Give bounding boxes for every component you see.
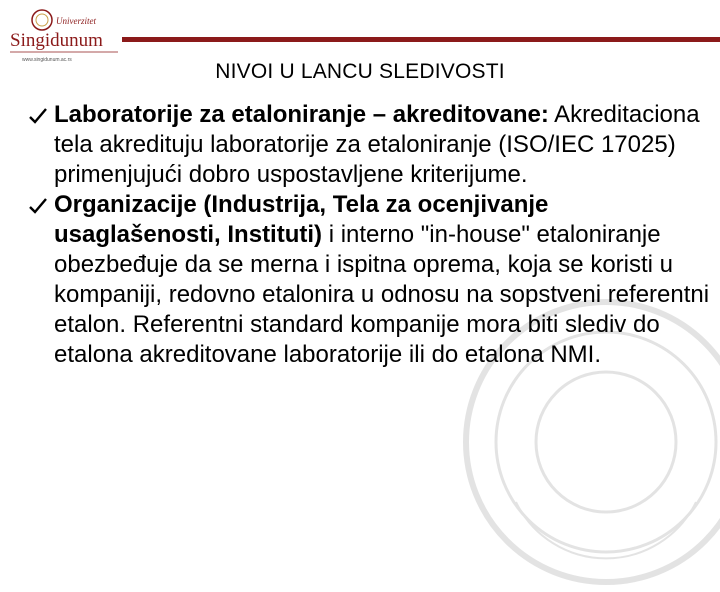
bullet-text: i interno "in-house" etaloniranje obezbeđuje da se merna i ispitna oprema, koja se koristi u kompaniji, redovno etalonira u odnosu na sopstveni referentni etalon. Referentni standard kompanije mora biti slediv do etalona akreditovane laboratorije ili do etalona NMI.	[54, 221, 710, 368]
bullet-heading: Laboratorije za etaloniranje – akreditovane:	[54, 101, 549, 128]
bullet-heading: Organizacije (Industrija, Tela za ocenjivanje usaglašenosti, Instituti)	[54, 191, 549, 248]
bullet-item	[28, 100, 713, 190]
page-title: NIVOI U LANCU SLEDIVOSTI	[215, 60, 505, 83]
svg-text:Singidunum: Singidunum	[10, 30, 103, 51]
svg-text:www.singidunum.ac.rs: www.singidunum.ac.rs	[22, 57, 72, 63]
header-rule	[122, 37, 720, 42]
checkmark-icon	[28, 107, 48, 125]
bullet-list	[28, 100, 713, 370]
svg-text:Univerzitet: Univerzitet	[56, 16, 96, 26]
checkmark-icon	[28, 197, 48, 215]
bullet-text: Akreditaciona tela akredituju laboratorije za etaloniranje (ISO/IEC 17025) primenjujući dobro uspostavljene kriterijume.	[54, 101, 700, 188]
bullet-item	[28, 190, 713, 370]
